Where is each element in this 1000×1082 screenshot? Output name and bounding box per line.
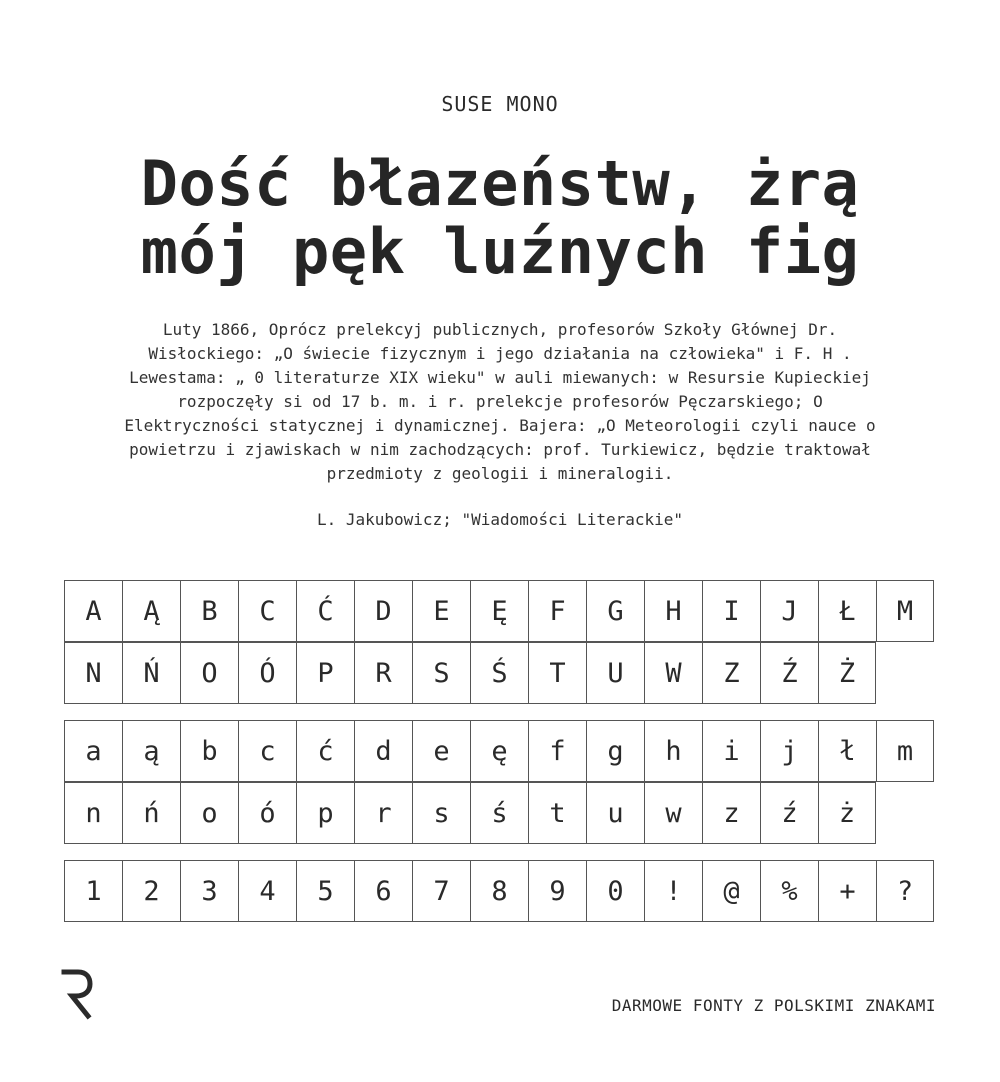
glyph-cell: I [702,580,760,642]
quote-source: L. Jakubowicz; "Wiadomości Literackie" [316,510,684,529]
glyph-cell: ó [238,782,296,844]
glyph-cell: Ą [122,580,180,642]
glyph-cell: Ó [238,642,296,704]
glyph-cell: @ [702,860,760,922]
glyph-cell: r [354,782,412,844]
glyph-cell: g [586,720,644,782]
glyph-cell: e [412,720,470,782]
glyph-cell: 5 [296,860,354,922]
glyph-row [64,580,934,642]
glyph-cell: w [644,782,702,844]
glyph-cell: M [876,580,934,642]
glyph-cell: ? [876,860,934,922]
glyph-cell: F [528,580,586,642]
glyph-cell: Ł [818,580,876,642]
quote-text: Luty 1866, Oprócz prelekcyj publicznych, profesorów Szkoły Głównej Dr. Wisłockiego: „O świecie fizycznym i jego działania na człowieka" i F. H . Lewestama: „ 0 literaturze XIX wieku" w auli miewanych: w Resursie Kupieckiej rozpoczęły si od 17 b. m. i r. prelekcje profesorów Pęczarskiego; O Elektryczności statycznej i dynamicznej. Bajera: „O Meteorologii czyli nauce o powietrzu i zjawiskach w nim zachodzących: prof. Turkiewicz, będzie traktował przedmioty z geologii i mineralogii. [124,320,876,483]
glyph-cell: Ć [296,580,354,642]
glyph-cell: j [760,720,818,782]
glyph-cell: h [644,720,702,782]
glyph-cell: o [180,782,238,844]
glyph-cell: A [64,580,122,642]
quote-block [60,318,940,486]
glyph-cell: W [644,642,702,704]
glyph-cell: Z [702,642,760,704]
glyph-cell: O [180,642,238,704]
glyph-cell: ! [644,860,702,922]
glyph-cell: Ń [122,642,180,704]
glyph-cell: c [238,720,296,782]
glyph-cell: z [702,782,760,844]
glyph-cell: p [296,782,354,844]
headline-line-2: mój pęk luźnych fig [140,215,860,288]
glyph-cell: n [64,782,122,844]
glyph-cell: D [354,580,412,642]
numbers-grid [64,860,934,922]
glyph-cell: G [586,580,644,642]
glyph-cell: + [818,860,876,922]
glyph-cell: ń [122,782,180,844]
glyph-cell: u [586,782,644,844]
glyph-cell: H [644,580,702,642]
glyph-cell: ż [818,782,876,844]
glyph-cell: ę [470,720,528,782]
glyph-cell: i [702,720,760,782]
font-name: SUSE MONO [441,92,559,116]
glyph-cell: 3 [180,860,238,922]
glyph-cell: 4 [238,860,296,922]
glyph-cell: b [180,720,238,782]
glyph-cell: m [876,720,934,782]
glyph-cell: 1 [64,860,122,922]
glyph-cell: t [528,782,586,844]
glyph-cell: 9 [528,860,586,922]
r-logo-icon [60,966,94,1020]
glyph-cell: S [412,642,470,704]
glyph-cell: T [528,642,586,704]
glyph-cell: f [528,720,586,782]
glyph-cell: ą [122,720,180,782]
glyph-row [64,860,934,922]
glyph-cell: Ż [818,642,876,704]
glyph-cell: 8 [470,860,528,922]
glyph-row [64,642,934,704]
glyph-cell: R [354,642,412,704]
glyph-cell: s [412,782,470,844]
glyph-cell: % [760,860,818,922]
glyph-cell: Ę [470,580,528,642]
footer-tagline: DARMOWE FONTY Z POLSKIMI ZNAKAMI [611,996,936,1015]
glyph-cell: ź [760,782,818,844]
glyph-cell: E [412,580,470,642]
glyph-row [64,720,934,782]
glyph-cell: a [64,720,122,782]
glyph-cell: Ś [470,642,528,704]
glyph-cell: U [586,642,644,704]
glyph-cell: Ź [760,642,818,704]
glyph-cell: N [64,642,122,704]
glyph-cell: 0 [586,860,644,922]
uppercase-grid [64,580,934,704]
glyph-cell: J [760,580,818,642]
glyph-cell: 6 [354,860,412,922]
glyph-cell: ś [470,782,528,844]
glyph-cell: B [180,580,238,642]
lowercase-grid [64,720,934,844]
glyph-cell: ł [818,720,876,782]
headline-line-1: Dość błazeństw, żrą [140,147,860,220]
glyph-cell: d [354,720,412,782]
glyph-cell: C [238,580,296,642]
headline [0,147,1000,288]
glyph-row [64,782,934,844]
glyph-cell: ć [296,720,354,782]
glyph-cell: 2 [122,860,180,922]
glyph-cell: 7 [412,860,470,922]
glyph-cell: P [296,642,354,704]
